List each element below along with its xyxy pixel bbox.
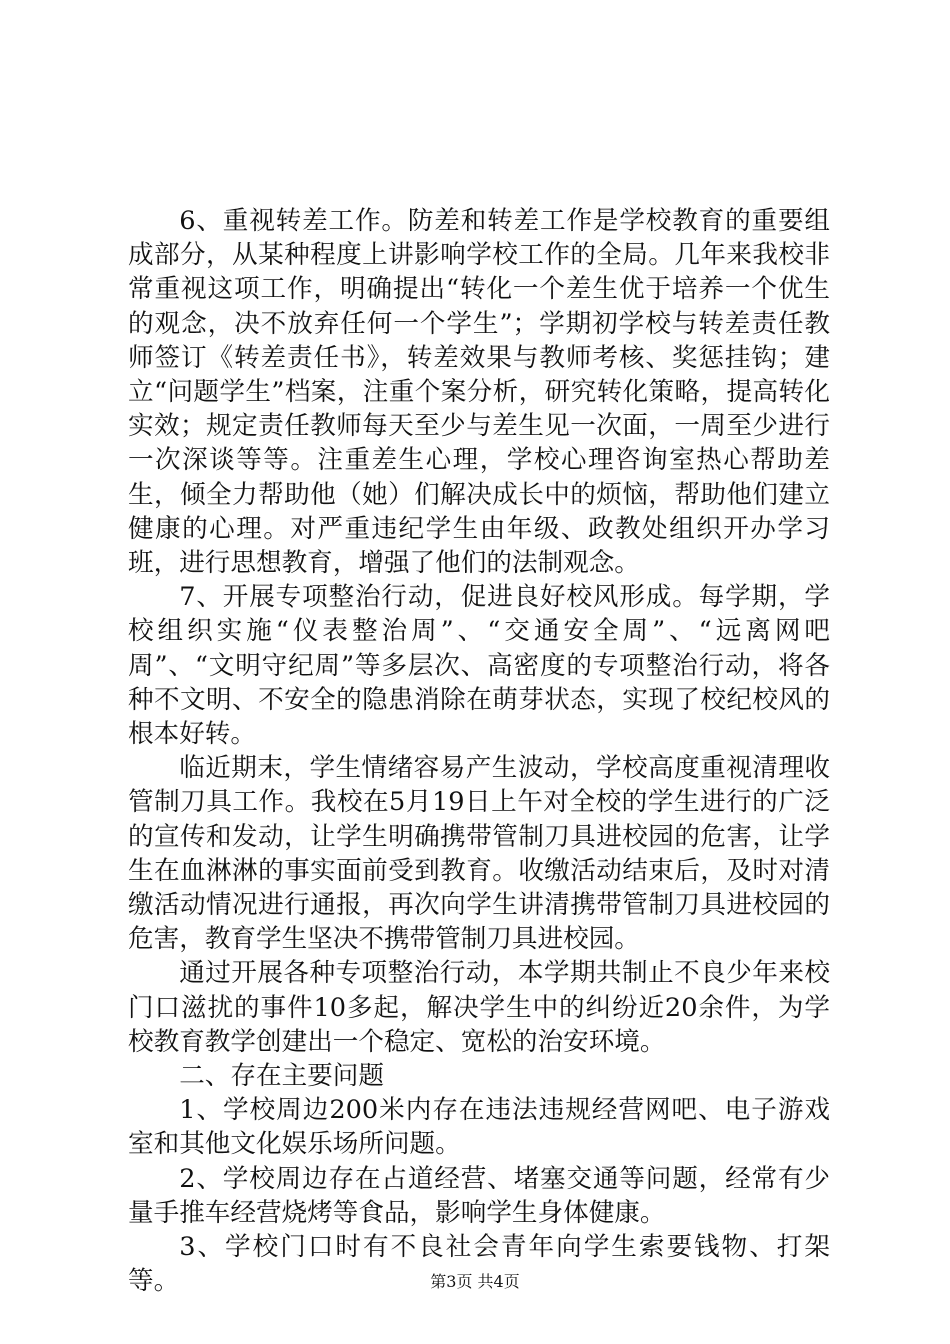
paragraph-problem-3: 3、学校门口时有不良社会青年向学生索要钱物、打架等。 (128, 1232, 830, 1297)
paragraph-transform-students: 6、重视转差工作。防差和转差工作是学校教育的重要组成部分，从某种程度上讲影响学校工作的全局。几年来我校非常重视这项工作，明确提出“转化一个差生优于培养一个优生的观念，决不放弃任何一个学生”；学期初学校与转差责任教师签订《转差责任书》，转差效果与教师考核、奖惩挂钩；建立“问题学生”档案，注重个案分析，研究转化策略，提高转化实效；规定责任教师每天至少与差生见一次面，一周至少进行一次深谈等等。注重差生心理，学校心理咨询室热心帮助差生，倾全力帮助他（她）们解决成长中的烦恼，帮助他们建立健康的心理。对严重违纪学生由年级、政教处组织开办学习班，进行思想教育，增强了他们的法制观念。 (128, 206, 830, 579)
paragraph-problem-2: 2、学校周边存在占道经营、堵塞交通等问题，经常有少量手推车经营烧烤等食品，影响学生身体健康。 (128, 1163, 830, 1228)
page-footer: 第3页 共4页 (430, 1272, 520, 1291)
paragraph-knife-control: 临近期末，学生情绪容易产生波动，学校高度重视清理收管制刀具工作。我校在5月19日上午对全校的学生进行的广泛的宣传和发动，让学生明确携带管制刀具进校园的危害，让学生在血淋淋的事实面前受到教育。收缴活动结束后，及时对清缴活动情况进行通报，再次向学生讲清携带管制刀具进校园的危害，教育学生坚决不携带管制刀具进校园。 (128, 753, 830, 955)
paragraph-problem-1: 1、学校周边200米内存在违法违规经营网吧、电子游戏室和其他文化娱乐场所问题。 (128, 1095, 830, 1160)
section-heading-problems: 二、存在主要问题 (179, 1061, 384, 1092)
document-body (128, 204, 830, 1299)
paragraph-special-campaigns: 7、开展专项整治行动，促进良好校风形成。每学期，学校组织实施“仪表整治周”、“交通安全周”、“远离网吧周”、“文明守纪周”等多层次、高密度的专项整治行动，将各种不文明、不安全的隐患消除在萌芽状态，实现了校纪校风的根本好转。 (128, 582, 830, 750)
paragraph-results: 通过开展各种专项整治行动，本学期共制止不良少年来校门口滋扰的事件10多起，解决学生中的纠纷近20余件，为学校教育教学创建出一个稳定、宽松的治安环境。 (128, 958, 830, 1057)
